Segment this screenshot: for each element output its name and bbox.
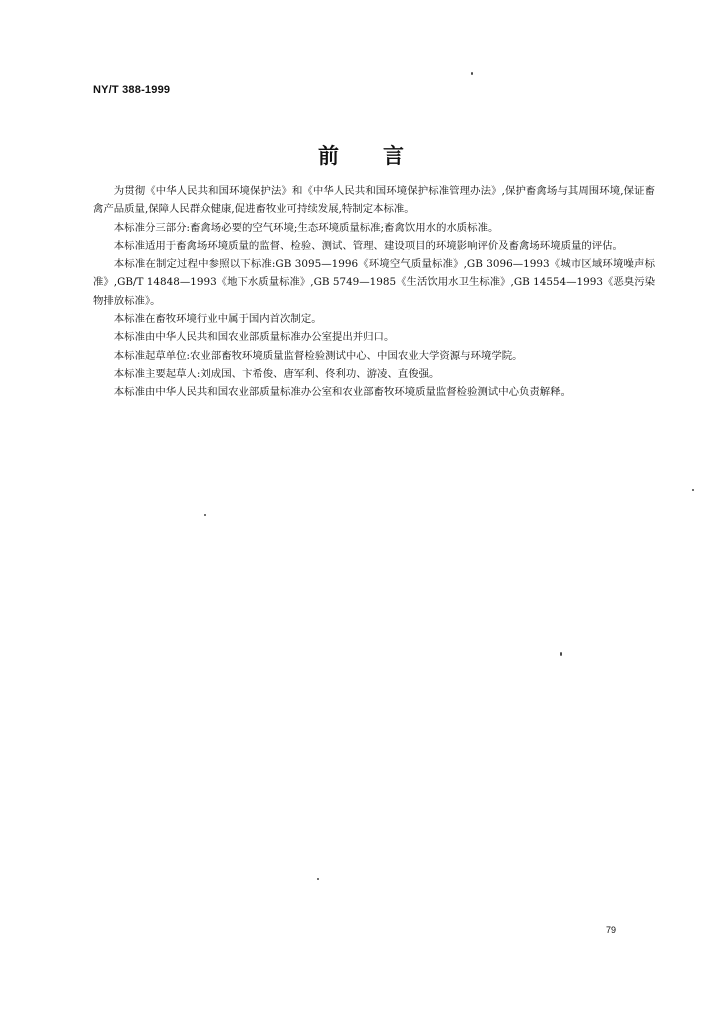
paragraph: 本标准在制定过程中参照以下标准:GB 3095—1996《环境空气质量标准》,GB 3096—1993《城市区域环境噪声标准》,GB/T 14848—1993《地下水质量标准》,GB 5749—1985《生活饮用水卫生标准》,GB 14554—1993《恶臭污染物排放标准》。 bbox=[93, 258, 655, 307]
scan-speck bbox=[692, 489, 694, 491]
page-title: 前言 bbox=[318, 143, 448, 168]
paragraph: 本标准分三部分:畜禽场必要的空气环境;生态环境质量标准;畜禽饮用水的水质标准。 bbox=[113, 221, 499, 234]
scan-speck bbox=[560, 652, 562, 656]
standard-code-header: NY/T 388-1999 bbox=[93, 84, 171, 96]
page-number: 79 bbox=[606, 925, 617, 935]
paragraph: 本标准适用于畜禽场环境质量的监督、检验、测试、管理、建设项目的环境影响评价及畜禽场环境质量的评估。 bbox=[113, 239, 623, 252]
paragraph: 本标准由中华人民共和国农业部质量标准办公室和农业部畜牧环境质量监督检验测试中心负责解释。 bbox=[113, 386, 571, 399]
paragraph: 本标准主要起草人:刘成国、卞希俊、唐军利、佟利功、游凌、直俊强。 bbox=[113, 367, 440, 380]
paragraph: 本标准由中华人民共和国农业部质量标准办公室提出并归口。 bbox=[113, 331, 395, 344]
scan-speck bbox=[317, 878, 319, 880]
preface-body bbox=[93, 182, 655, 402]
paragraph: 为贯彻《中华人民共和国环境保护法》和《中华人民共和国环境保护标准管理办法》,保护畜禽场与其周围环境,保证畜禽产品质量,保障人民群众健康,促进畜牧业可持续发展,特制定本标准。 bbox=[93, 185, 655, 216]
paragraph: 本标准起草单位:农业部畜牧环境质量监督检验测试中心、中国农业大学资源与环境学院。 bbox=[113, 349, 523, 362]
paragraph: 本标准在畜牧环境行业中属于国内首次制定。 bbox=[113, 313, 322, 326]
scan-speck bbox=[471, 72, 473, 75]
scan-speck bbox=[204, 514, 206, 516]
